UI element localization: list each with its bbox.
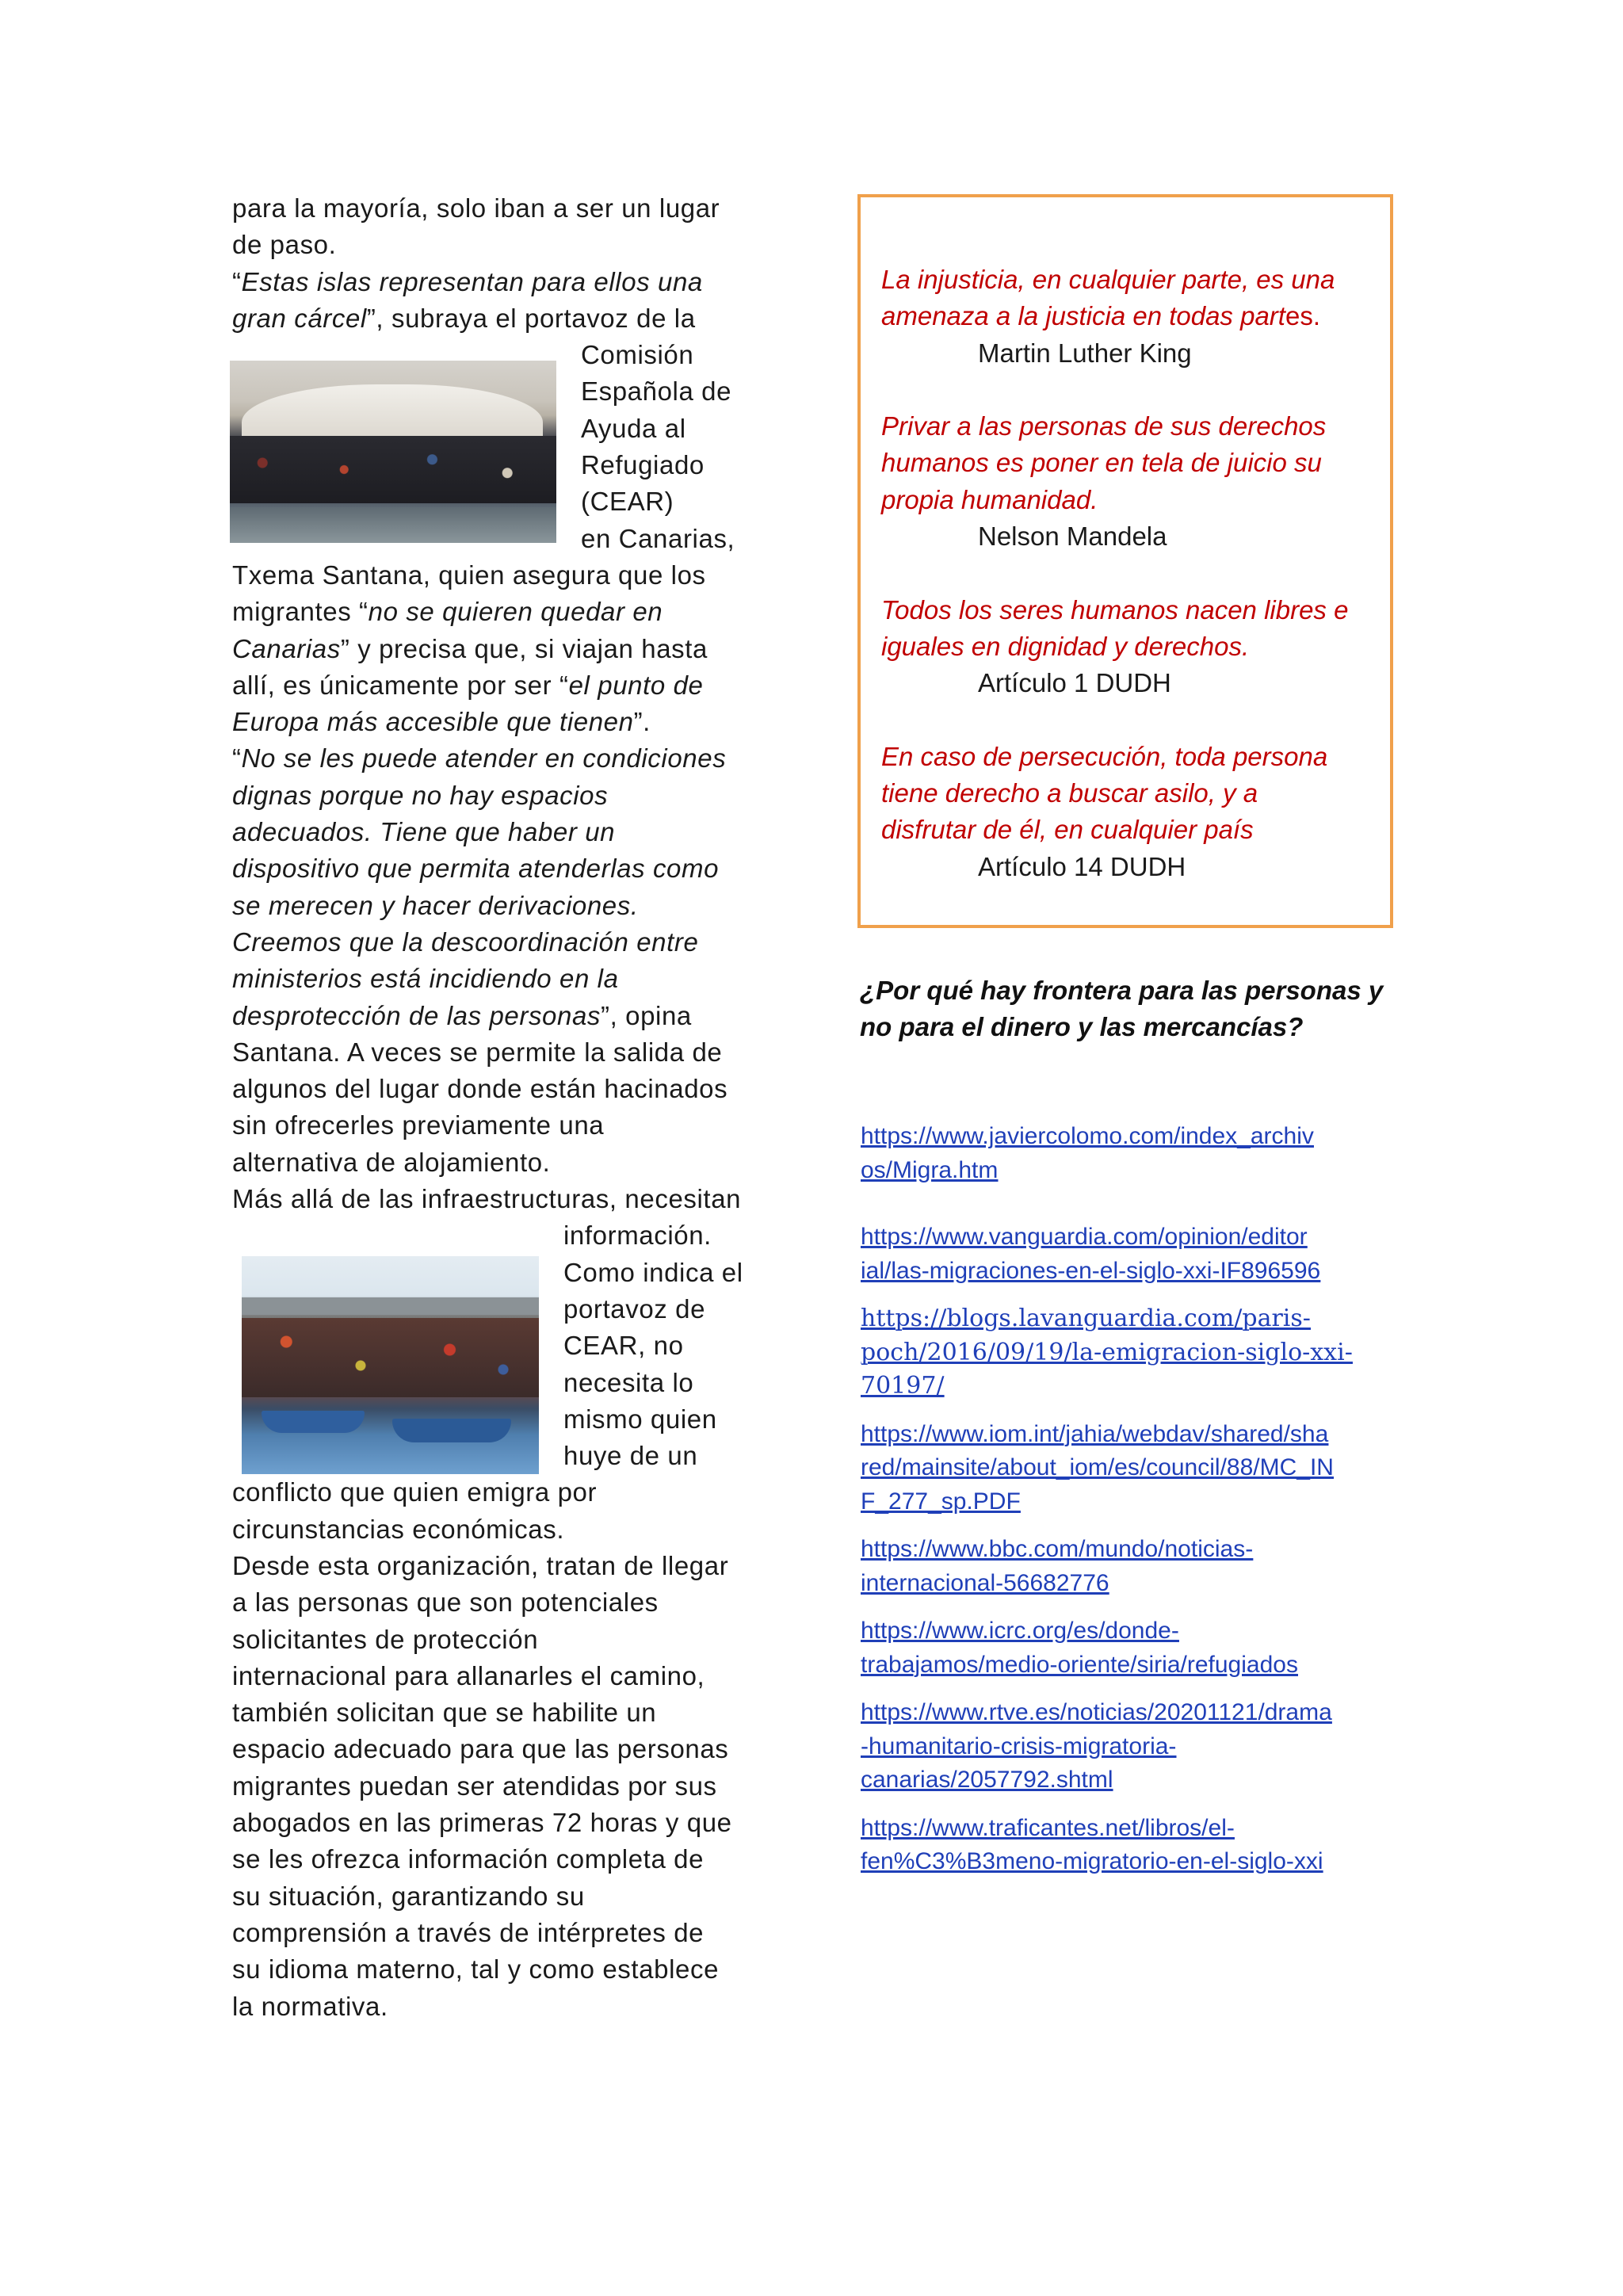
boat-shape [392, 1419, 511, 1442]
article-line [232, 1915, 771, 1951]
link-text: poch/2016/09/19/la-emigracion-siglo-xxi- [861, 1338, 1353, 1366]
article-line [232, 227, 771, 263]
text: abogados en las primeras 72 horas y que [232, 1808, 732, 1838]
text: se les ofrezca información completa de [232, 1844, 705, 1874]
article-line [232, 1474, 771, 1511]
text: ” y precisa que, si viajan hasta [340, 633, 708, 663]
text: “ [232, 743, 242, 774]
question-heading [860, 972, 1399, 1046]
italic-text: el punto de [568, 670, 704, 700]
quote-line: amenaza a la justicia en todas partes. [881, 301, 1321, 331]
text: Comisión [581, 340, 694, 370]
text: también solicitan que se habilite un [232, 1698, 657, 1728]
migrants-camp-photo [230, 361, 556, 543]
text: Como indica el [563, 1257, 743, 1287]
quote-author: Nelson Mandela [978, 521, 1167, 552]
quote-author: Martin Luther King [978, 338, 1192, 368]
text: mismo quien [563, 1404, 717, 1434]
article-line [232, 1071, 771, 1107]
text: migrantes puedan ser atendidas por sus [232, 1771, 717, 1801]
reference-link[interactable] [861, 1533, 1400, 1600]
text: CEAR, no [563, 1331, 684, 1361]
article-line [232, 1658, 771, 1694]
article-line [232, 1181, 771, 1217]
article-line [232, 1841, 771, 1878]
text: Desde esta organización, tratan de llegar [232, 1550, 729, 1580]
reference-link[interactable] [861, 1120, 1400, 1187]
pier-shape [242, 1297, 539, 1315]
article-line [232, 1107, 771, 1144]
link-text: -humanitario-crisis-migratoria- [861, 1733, 1177, 1759]
text: Txema Santana, quien asegura que los [232, 560, 706, 590]
article-line [232, 1144, 771, 1181]
text: información. [563, 1221, 712, 1251]
text: ”. [633, 707, 651, 737]
article-line [232, 1622, 771, 1658]
article-line [232, 667, 771, 704]
quote-author: Artículo 14 DUDH [978, 851, 1186, 881]
link-text: https://www.rtve.es/noticias/20201121/drama [861, 1699, 1332, 1725]
reference-links [861, 1120, 1400, 1879]
text: solicitantes de protección [232, 1624, 539, 1654]
quote-line: tiene derecho a buscar asilo, y a [881, 778, 1258, 808]
text: en Canarias, [581, 523, 735, 553]
quote-line: disfrutar de él, en cualquier país [881, 815, 1254, 845]
link-text: ial/las-migraciones-en-el-siglo-xxi-IF896596 [861, 1257, 1321, 1284]
text: internacional para allanarles el camino, [232, 1660, 705, 1690]
article-line [232, 1548, 771, 1584]
quote-line: humanos es poner en tela de juicio su [881, 448, 1322, 478]
text: la normativa. [232, 1991, 388, 2021]
article-line [232, 888, 771, 924]
article-line [232, 1217, 771, 1254]
article-line [232, 814, 771, 850]
italic-text: ministerios está incidiendo en la [232, 964, 619, 994]
reference-link[interactable] [861, 1418, 1400, 1519]
reference-link[interactable] [861, 1302, 1400, 1404]
link-text: https://www.icrc.org/es/donde- [861, 1618, 1179, 1644]
article-line [232, 1694, 771, 1731]
quote-line: Privar a las personas de sus derechos [881, 411, 1327, 441]
boat-shape [262, 1411, 365, 1433]
text: alternativa de alojamiento. [232, 1147, 551, 1177]
quote-line: iguales en dignidad y derechos. [881, 631, 1250, 661]
article-line [232, 704, 771, 740]
text: de paso. [232, 230, 337, 260]
quote-line: propia humanidad. [881, 484, 1098, 514]
text: “ [232, 266, 242, 296]
article-line [232, 740, 771, 777]
article-line [232, 1731, 771, 1767]
italic-text: No se les puede atender en condiciones [241, 743, 727, 774]
reference-link[interactable] [861, 1614, 1400, 1682]
quote-line: En caso de persecución, toda persona [881, 741, 1328, 771]
italic-text: dispositivo que permita atenderlas como [232, 854, 720, 884]
text: su idioma materno, tal y como establece [232, 1954, 720, 1985]
quote-author: Artículo 1 DUDH [978, 668, 1171, 698]
text: Ayuda al [581, 413, 686, 443]
text: para la mayoría, solo iban a ser un lugar [232, 193, 720, 223]
italic-text: Estas islas representan para ellos una [241, 266, 703, 296]
article-line [232, 850, 771, 887]
link-text: os/Migra.htm [861, 1156, 999, 1183]
article-line [232, 777, 771, 814]
italic-text: Europa más accesible que tienen [232, 707, 634, 737]
text: su situación, garantizando su [232, 1881, 585, 1911]
text: circunstancias económicas. [232, 1514, 565, 1544]
link-text: 70197/ [861, 1372, 945, 1400]
reference-link[interactable] [861, 1696, 1400, 1797]
water-shape [230, 507, 556, 543]
article-line [232, 924, 771, 961]
italic-text: dignas porque no hay espacios [232, 780, 609, 810]
quote-line: Todos los seres humanos nacen libres e [881, 594, 1349, 625]
crowd-shape [230, 436, 556, 503]
migrants-boats-photo [242, 1256, 539, 1474]
article-line [232, 190, 771, 227]
crowd-shape [242, 1318, 539, 1397]
text: sin ofrecerles previamente una [232, 1110, 605, 1140]
text: espacio adecuado para que las personas [232, 1734, 729, 1764]
article-line [232, 557, 771, 594]
link-text: https://www.javiercolomo.com/index_archiv [861, 1123, 1314, 1149]
article-line [232, 1034, 771, 1071]
italic-text: desprotección de las personas [232, 1000, 601, 1030]
article-line [232, 1805, 771, 1841]
text: a las personas que son potenciales [232, 1587, 659, 1618]
reference-link[interactable] [861, 1221, 1400, 1288]
link-text: https://www.vanguardia.com/opinion/editor [861, 1224, 1308, 1250]
question-line: ¿Por qué hay frontera para las personas y [860, 976, 1384, 1005]
text: Española de [581, 376, 732, 407]
quotes-list [881, 262, 1396, 885]
link-text: fen%C3%B3meno-migratorio-en-el-siglo-xxi [861, 1848, 1323, 1874]
link-text: https://www.iom.int/jahia/webdav/shared/sha [861, 1420, 1329, 1447]
text: portavoz de [563, 1293, 706, 1324]
text: (CEAR) [581, 487, 674, 517]
italic-text: adecuados. Tiene que haber un [232, 817, 616, 847]
text: Refugiado [581, 450, 705, 480]
text: algunos del lugar donde están hacinados [232, 1074, 728, 1104]
link-text: canarias/2057792.shtml [861, 1767, 1113, 1793]
italic-text: Creemos que la descoordinación entre [232, 926, 699, 957]
text: migrantes “ [232, 597, 369, 627]
article-line [232, 1768, 771, 1805]
link-text: red/mainsite/about_iom/es/council/88/MC_IN [861, 1454, 1334, 1480]
text: ”, subraya el portavoz de la [366, 303, 696, 333]
question-line: no para el dinero y las mercancías? [860, 1012, 1304, 1042]
text: huye de un [563, 1441, 698, 1471]
article-line [232, 300, 771, 337]
italic-text: gran cárcel [232, 303, 367, 333]
link-text: https://www.traficantes.net/libros/el- [861, 1814, 1235, 1841]
italic-text: se merecen y hacer derivaciones. [232, 890, 639, 920]
text: conflicto que quien emigra por [232, 1477, 598, 1507]
text: Santana. A veces se permite la salida de [232, 1037, 723, 1067]
text: allí, es únicamente por ser “ [232, 670, 569, 700]
article-line [232, 1988, 771, 2025]
article-line [232, 594, 771, 630]
link-text: https://www.bbc.com/mundo/noticias- [861, 1536, 1254, 1562]
link-text: trabajamos/medio-oriente/siria/refugiados [861, 1651, 1298, 1678]
article-line [232, 1584, 771, 1621]
article-line [232, 1878, 771, 1915]
italic-text: Canarias [232, 633, 341, 663]
text: necesita lo [563, 1367, 694, 1397]
article-line [232, 961, 771, 997]
text: ”, opina [601, 1000, 692, 1030]
link-text: F_277_sp.PDF [861, 1488, 1021, 1515]
text: comprensión a través de intérpretes de [232, 1917, 705, 1947]
text: Más allá de las infraestructuras, necesitan [232, 1184, 742, 1214]
link-text: internacional-56682776 [861, 1569, 1109, 1596]
article-line [232, 998, 771, 1034]
article-line [232, 1951, 771, 1988]
article-line [232, 1511, 771, 1548]
italic-text: no se quieren quedar en [368, 597, 663, 627]
reference-link[interactable] [861, 1812, 1400, 1879]
link-text: https://blogs.lavanguardia.com/paris- [861, 1305, 1311, 1332]
article-line [232, 264, 771, 300]
quote-line: La injusticia, en cualquier parte, es una [881, 265, 1335, 294]
article-line [232, 631, 771, 667]
